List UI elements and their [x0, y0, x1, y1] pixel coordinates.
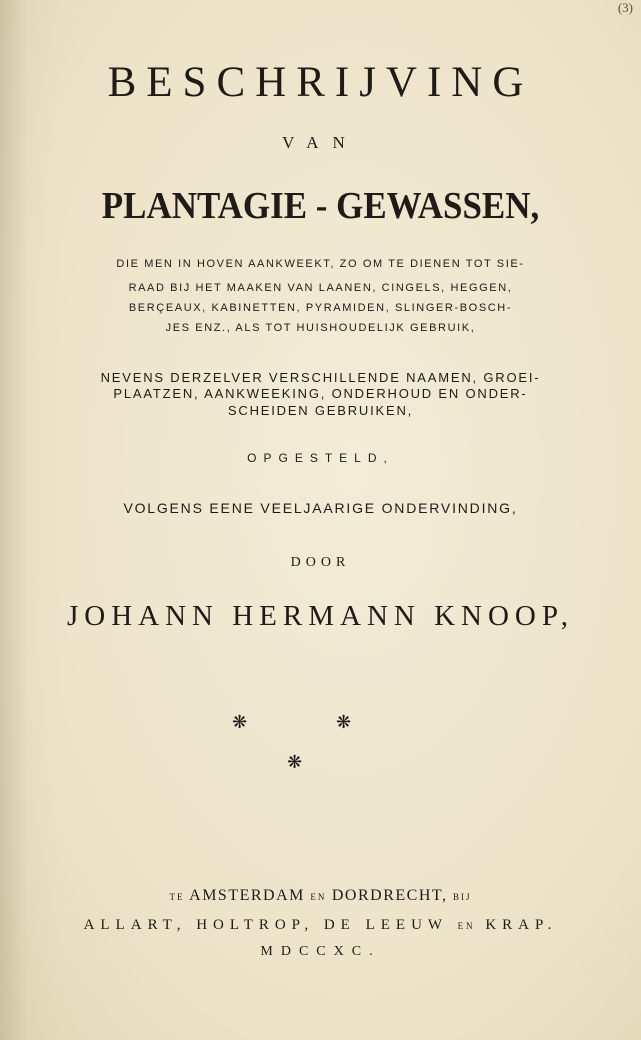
imprint-en: EN — [457, 921, 476, 931]
imprint-line-2 — [0, 917, 641, 934]
nevens-line-1: NEVENS DERZELVER VERSCHILLENDE NAAMEN, GROEI- — [100, 370, 541, 385]
subtitle-line-1: DIE MEN IN HOVEN AANKWEEKT, ZO OM TE DIENEN TOT SIE- — [116, 258, 525, 270]
page-marker: (3) — [617, 0, 633, 15]
ornament-star-icon: ❋ — [232, 712, 248, 733]
opgesteld-line: OPGESTELD, — [247, 451, 394, 465]
author-name: JOHANN HERMANN KNOOP, — [66, 600, 575, 632]
nevens-line-3: SCHEIDEN GEBRUIKEN, — [227, 403, 414, 418]
door-line: DOOR — [290, 555, 351, 570]
title-line-plantagie-gewassen: PLANTAGIE - GEWASSEN, — [101, 185, 540, 227]
imprint-krap: KRAP. — [485, 917, 558, 933]
nevens-line-2: PLAATZEN, AANKWEEKING, ONDERHOUD EN ONDER- — [113, 386, 528, 401]
ornament-star-icon: ❋ — [287, 752, 303, 773]
imprint-publishers: ALLART, HOLTROP, DE LEEUW — [83, 917, 448, 933]
imprint-line-1 — [0, 887, 641, 905]
subtitle-line-3: BERÇEAUX, KABINETTEN, PYRAMIDEN, SLINGER-BOSCH- — [128, 302, 513, 314]
imprint-te: TE — [169, 892, 185, 902]
subtitle-line-2: RAAD BIJ HET MAAKEN VAN LAANEN, CINGELS, HEGGEN, — [128, 282, 513, 294]
imprint-year: MDCCXC. — [260, 944, 381, 959]
imprint-dordrecht: DORDRECHT, — [331, 887, 448, 904]
subtitle-line-4: JES ENZ., ALS TOT HUISHOUDELIJK GEBRUIK, — [165, 322, 476, 334]
imprint-bij: BIJ — [452, 892, 472, 902]
title-line-beschrijving: BESCHRIJVING — [107, 59, 534, 106]
volgens-line: VOLGENS EENE VEELJAARIGE ONDERVINDING, — [123, 500, 518, 516]
ornament-star-icon: ❋ — [336, 712, 352, 733]
title-line-van: VAN — [282, 133, 359, 152]
imprint-amsterdam: AMSTERDAM — [189, 887, 305, 904]
imprint-en: EN — [310, 892, 327, 902]
